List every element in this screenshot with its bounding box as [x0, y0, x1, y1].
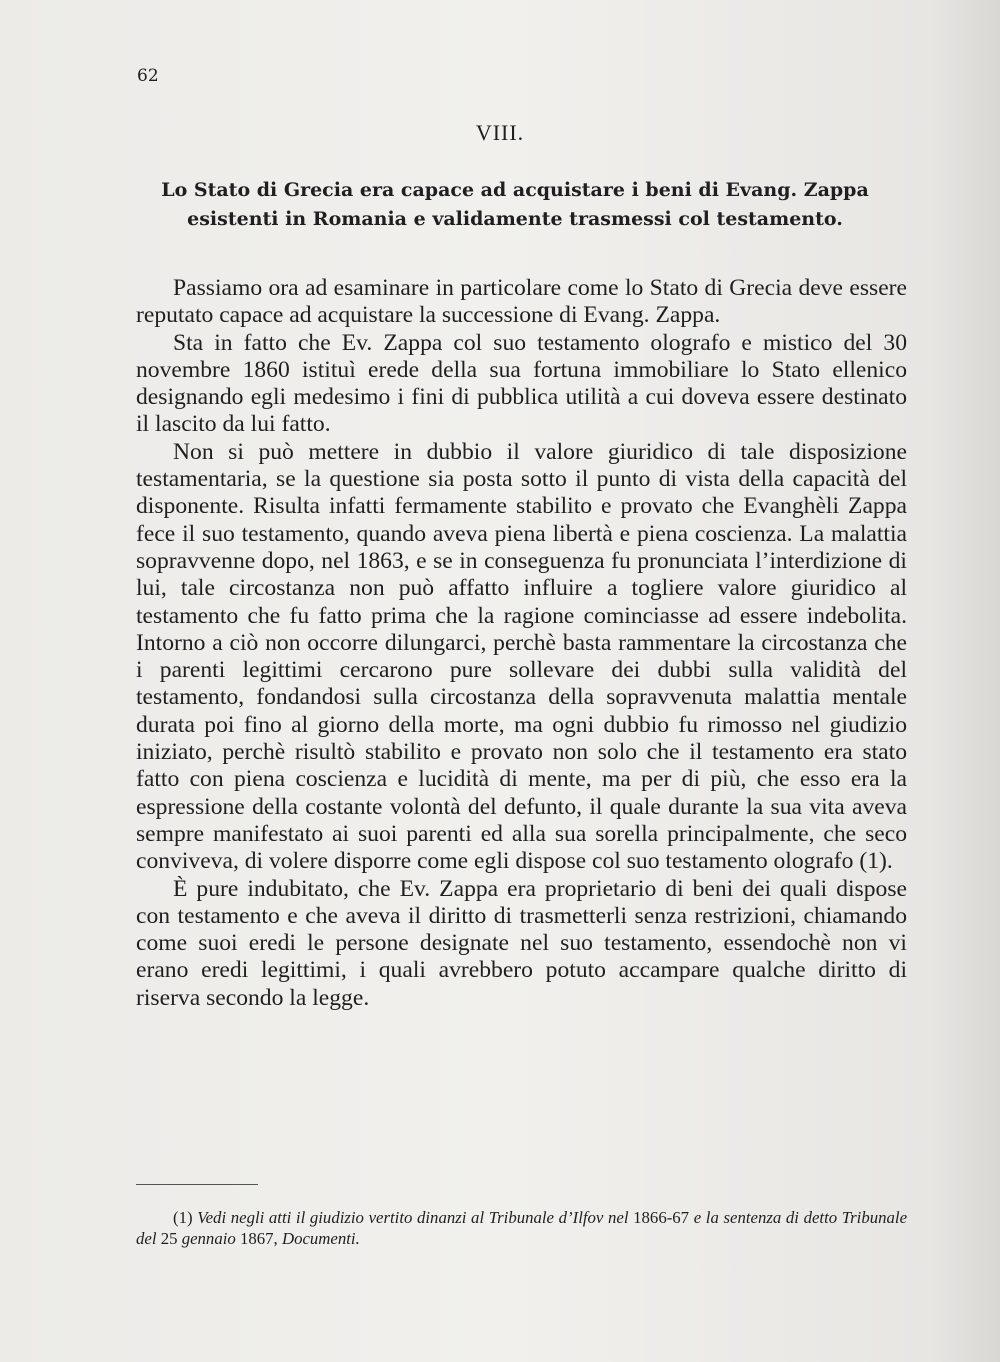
body-text — [136, 275, 907, 1012]
paragraph: Sta in fatto che Ev. Zappa col suo testamento olografo e mistico del 30 novembre 1860 istituì erede della sua fortuna immobiliare lo Stato ellenico designando egli medesimo i fini di pubblica utilità a cui doveva essere destinato il lascito da lui fatto. — [136, 329, 907, 438]
footnote — [136, 1207, 907, 1249]
footnote-years: 1866-67 — [633, 1208, 690, 1227]
section-title: Lo Stato di Grecia era capace ad acquistare i beni di Evang. Zappa esistenti in Romania e validamente trasmessi col testamento. — [161, 179, 869, 230]
paragraph: Passiamo ora ad esaminare in particolare come lo Stato di Grecia deve essere reputato capace ad acquistare la successione di Evang. Zappa. — [136, 275, 907, 329]
footnote-text: Vedi negli atti il giudizio vertito dinanzi al Tribunale d’Ilfov nel — [197, 1208, 629, 1227]
footnote-text: e la sentenza di detto Tribunale del — [136, 1208, 908, 1248]
footnote-divider — [136, 1184, 258, 1185]
footnote-year: 1867, — [239, 1229, 278, 1248]
footnote-month: gennaio — [181, 1229, 236, 1248]
footnote-documents: Documenti. — [281, 1229, 360, 1248]
page-number: 62 — [137, 66, 159, 86]
paragraph: È pure indubitato, che Ev. Zappa era proprietario di beni dei quali dispose con testamento e che aveva il diritto di trasmetterli senza restrizioni, chiamando come suoi eredi le persone designate nel suo testamento, essendochè non vi erano eredi legittimi, i quali avrebbero potuto accampare qualche diritto di riserva secondo la legge. — [136, 875, 907, 1011]
footnote-day: 25 — [160, 1229, 178, 1248]
footnote-marker: (1) — [173, 1208, 193, 1227]
paragraph: Non si può mettere in dubbio il valore giuridico di tale disposizione testamentaria, se la questione sia posta sotto il punto di vista della capacità del disponente. Risulta infatti fermamente stabilito e provato che Evanghèli Zappa fece il suo testamento, quando aveva piena libertà e piena coscienza. La malattia sopravvenne dopo, nel 1863, e se in conseguenza fu pronunciata l’interdizione di lui, tale circostanza non può affatto influire a togliere valore giuridico al testamento che fu fatto prima che la ragione cominciasse ad essere indebolita. Intorno a ciò non occorre dilungarci, perchè basta rammentare la circostanza che i parenti legittimi cercarono pure sollevare dei dubbi sulla validità del testamento, fondandosi sulla circostanza della sopravvenuta malattia mentale durata poi fino al giorno della morte, ma ogni dubbio fu rimosso nel giudizio iniziato, perchè risultò stabilito e provato non solo che il testamento era stato fatto con piena coscienza e lucidità di mente, ma per di più, che esso era la espressione della costante volontà del defunto, il quale durante la sua vita aveva sempre manifestato ai suoi parenti ed alla sua sorella principalmente, che seco conviveva, di volere disporre come egli dispose col suo testamento olografo (1). — [136, 438, 907, 875]
section-number: VIII. — [475, 120, 525, 145]
